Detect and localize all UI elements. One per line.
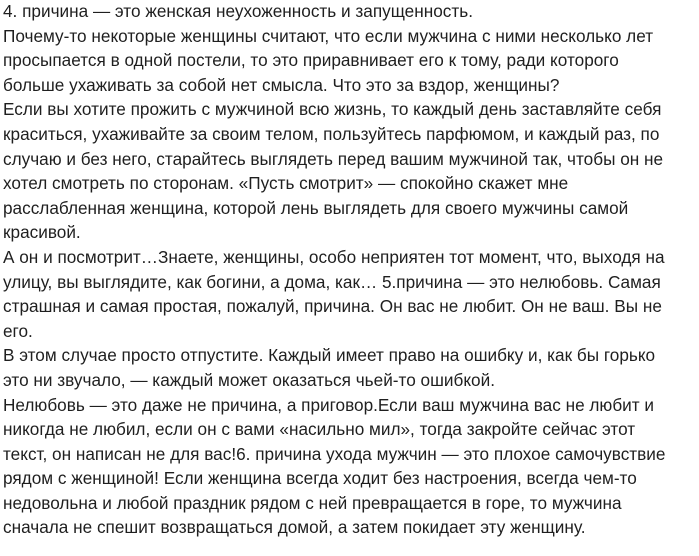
text-line: Почему-то некоторые женщины считают, что если мужчина с ними несколько лет xyxy=(3,25,654,46)
text-line: Нелюбовь — это даже не причина, а приговор.Если ваш мужчина вас не любит и xyxy=(3,394,655,415)
text-line: Если вы хотите прожить с мужчиной всю жизнь, то каждый день заставляйте себя xyxy=(3,99,662,120)
text-line: В этом случае просто отпустите. Каждый имеет право на ошибку и, как бы горько xyxy=(3,345,656,366)
text-line: недовольна и любой праздник рядом с ней превращается в горе, то мужчина xyxy=(3,492,622,513)
text-line: текст, он написан не для вас!6. причина ухода мужчин — это плохое самочувствие xyxy=(3,443,666,464)
text-line: 4. причина — это женская неухоженность и запущенность. xyxy=(3,1,473,21)
text-line: просыпается в одной постели, то это приравнивает его к тому, ради которого xyxy=(3,50,619,71)
text-line: никогда не любил, если он с вами «насильно мил», тогда закройте сейчас этот xyxy=(3,419,636,440)
text-line: рядом с женщиной! Если женщина всегда ходит без настроения, всегда чем-то xyxy=(3,468,637,489)
text-line: это ни звучало, — каждый может оказаться чьей-то ошибкой. xyxy=(3,369,495,390)
article-text xyxy=(3,0,695,540)
text-line: случаю и без него, старайтесь выглядеть перед вашим мужчиной так, чтобы он не xyxy=(3,148,664,169)
text-line: расслабленная женщина, которой лень выглядеть для своего мужчины самой xyxy=(3,197,629,218)
text-line: его. xyxy=(3,320,33,341)
text-line: хотел смотреть по сторонам. «Пусть смотрит» — спокойно скажет мне xyxy=(3,173,569,194)
text-line: улицу, вы выглядите, как богини, а дома, как… 5.причина — это нелюбовь. Самая xyxy=(3,271,661,292)
text-line: красивой. xyxy=(3,222,81,243)
text-line: страшная и самая простая, пожалуй, причина. Он вас не любит. Он не ваш. Вы не xyxy=(3,296,662,317)
text-line: А он и посмотрит…Знаете, женщины, особо неприятен тот момент, что, выходя на xyxy=(3,246,665,267)
text-line: краситься, ухаживайте за своим телом, пользуйтесь парфюмом, и каждый раз, по xyxy=(3,123,660,144)
text-line: сначала не спешит возвращаться домой, а затем покидает эту женщину. xyxy=(3,517,586,538)
text-line: больше ухаживать за собой нет смысла. Что это за вздор, женщины? xyxy=(3,74,560,95)
